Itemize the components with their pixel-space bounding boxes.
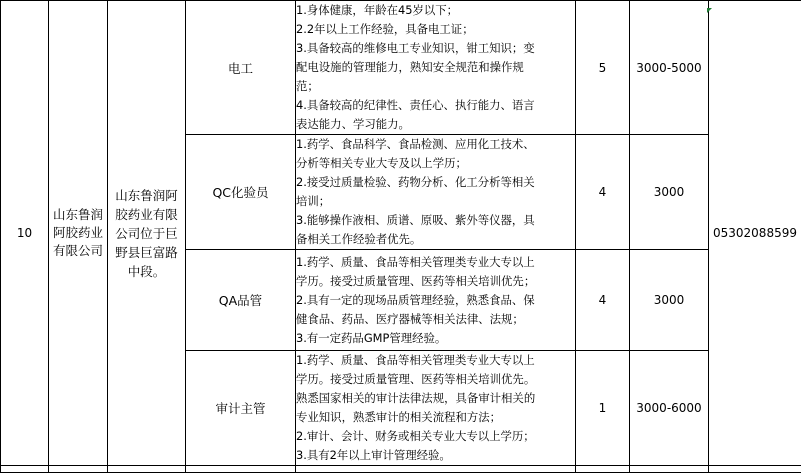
requirement-line: 配电设施的管理能力，熟知安全规范和操作规 — [296, 60, 524, 74]
job-title-cell[interactable]: 审计主管 — [186, 351, 296, 466]
requirement-line: 备相关工作经验者优先。 — [296, 232, 422, 246]
job-requirements-cell[interactable] — [296, 135, 576, 250]
headcount-cell[interactable]: 1 — [576, 351, 630, 466]
headcount-cell[interactable]: 4 — [576, 135, 630, 250]
requirement-line: 健食品、药品、医疗器械等相关法律、法规； — [296, 311, 524, 326]
requirement-line: 2.具有一定的现场品质管理经验，熟悉食品、保 — [296, 292, 535, 307]
address-line: 中段。 — [127, 263, 166, 279]
salary-cell[interactable]: 3000-5000 — [630, 1, 709, 135]
requirement-line: 范； — [296, 79, 319, 93]
job-title-cell[interactable]: QC化验员 — [186, 135, 296, 250]
next-row-partial — [1, 466, 801, 473]
requirement-line: 培训； — [296, 194, 331, 208]
requirement-line: 1.药学、食品科学、食品检测、应用化工技术、 — [296, 137, 535, 151]
requirement-line: 3.具备较高的维修电工专业知识，钳工知识；变 — [296, 41, 535, 55]
salary-cell[interactable]: 3000-6000 — [630, 351, 709, 466]
requirement-line: 1.药学、质量、食品等相关管理类专业大专以上 — [296, 254, 535, 269]
address-line: 胶药业有限 — [115, 206, 178, 222]
requirement-line: 学历。接受过质量管理、医药等相关培训优先。 — [296, 372, 536, 386]
company-line: 有限公司 — [52, 243, 103, 258]
address-line: 野县巨富路 — [115, 244, 178, 260]
empty-cell[interactable] — [108, 466, 186, 473]
empty-cell[interactable] — [576, 466, 630, 473]
requirement-line: 1.药学、质量、食品等相关管理类专业大专以上 — [296, 353, 535, 367]
phone-cell[interactable]: 05302088599 — [709, 1, 801, 466]
row-number-cell[interactable]: 10 — [1, 1, 49, 466]
job-title-cell[interactable]: QA品管 — [186, 250, 296, 351]
job-requirements-cell[interactable] — [296, 250, 576, 351]
job-requirements-cell[interactable] — [296, 1, 576, 135]
company-line: 山东鲁润 — [52, 207, 103, 222]
requirement-line: 2.接受过质量检验、药物分析、化工分析等相关 — [296, 175, 535, 189]
empty-cell[interactable] — [186, 466, 296, 473]
empty-cell[interactable] — [296, 466, 576, 473]
empty-cell[interactable] — [630, 466, 709, 473]
requirement-line: 熟悉国家相关的审计法律法规，具备审计相关的 — [296, 391, 536, 405]
address-line: 山东鲁润阿 — [115, 187, 178, 203]
cell-comment-marker-icon — [707, 8, 712, 13]
requirement-line: 2.审计、会计、财务或相关专业大专以上学历； — [296, 429, 535, 443]
headcount-cell[interactable]: 4 — [576, 250, 630, 351]
empty-cell[interactable] — [1, 466, 49, 473]
company-line: 阿胶药业 — [52, 225, 103, 240]
requirement-line: 2.2年以上工作经验，具备电工证； — [296, 22, 474, 36]
job-title-cell[interactable]: 电工 — [186, 1, 296, 135]
empty-cell[interactable] — [49, 466, 108, 473]
requirement-line: 分析等相关专业大专及以上学历； — [296, 156, 467, 170]
requirement-line: 3.有一定药品GMP管理经验。 — [296, 330, 447, 345]
requirement-line: 3.能够操作液相、质谱、原吸、紫外等仪器，具 — [296, 213, 535, 227]
empty-cell[interactable] — [709, 466, 801, 473]
salary-cell[interactable]: 3000 — [630, 135, 709, 250]
address-line: 公司位于巨 — [115, 225, 178, 241]
requirement-line: 1.身体健康，年龄在45岁以下； — [296, 3, 459, 17]
requirement-line: 3.具有2年以上审计管理经验。 — [296, 448, 451, 462]
headcount-cell[interactable]: 5 — [576, 1, 630, 135]
salary-cell[interactable]: 3000 — [630, 250, 709, 351]
company-name-cell[interactable] — [49, 1, 108, 466]
company-address-cell[interactable] — [108, 1, 186, 466]
table-row — [1, 1, 801, 135]
requirement-line: 专业知识，熟悉审计的相关流程和方法； — [296, 410, 502, 424]
requirement-line: 学历。接受过质量管理、医药等相关培训优先； — [296, 273, 536, 288]
job-requirements-cell[interactable] — [296, 351, 576, 466]
requirement-line: 4.具备较高的纪律性、责任心、执行能力、语言 — [296, 98, 535, 112]
requirement-line: 表达能力、学习能力。 — [296, 117, 410, 131]
